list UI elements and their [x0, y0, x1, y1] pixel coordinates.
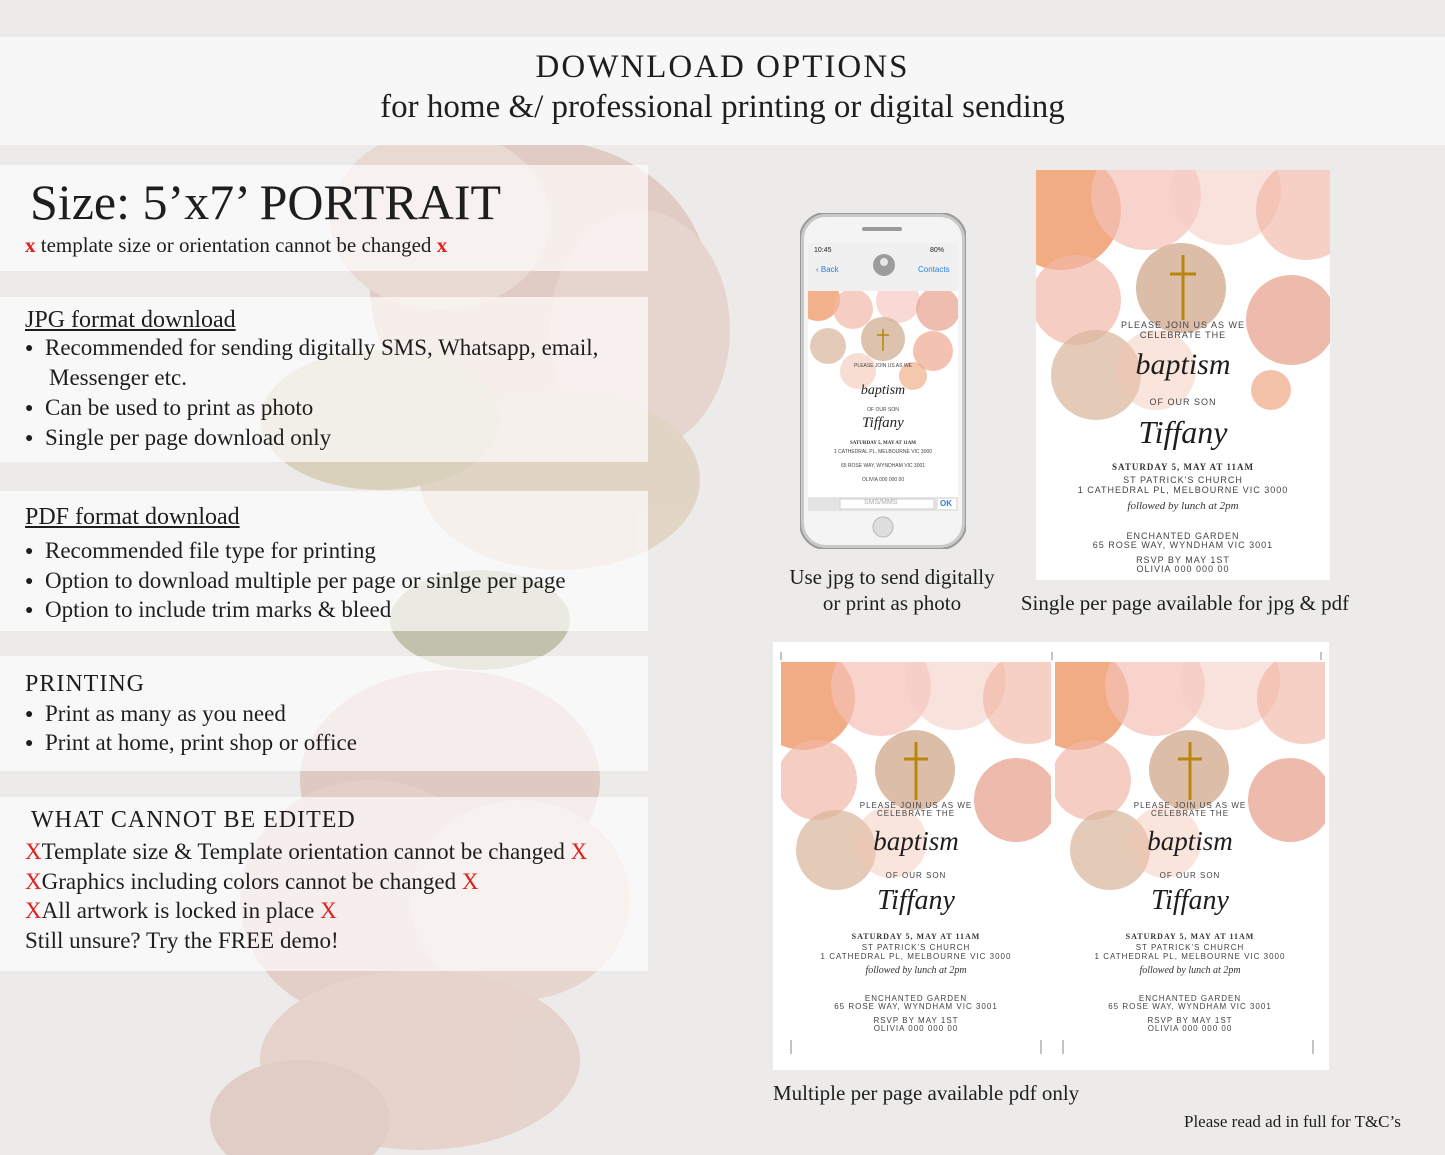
cannot-edit-item: XGraphics including colors cannot be changed X	[25, 869, 479, 894]
x-mark: x	[436, 233, 448, 257]
phone-caption-line1: Use jpg to send digitally	[789, 565, 995, 589]
phone-contacts-link[interactable]: Contacts	[918, 265, 950, 274]
jpg-panel	[0, 297, 648, 462]
size-note-text: template size or orientation cannot be changed	[35, 233, 437, 257]
multi-left-of-our: OF OUR SON	[885, 871, 947, 880]
single-invite-line1: PLEASE JOIN US AS WE	[1120, 320, 1246, 330]
printing-bullet: ● Print at home, print shop or office	[25, 730, 357, 755]
multi-left-date: SATURDAY 5, MAY AT 11AM	[851, 932, 981, 941]
multi-left-address2: 65 ROSE WAY, WYNDHAM VIC 3001	[834, 1002, 998, 1011]
x-mark: x	[25, 233, 36, 257]
multiple-invitation-sheet	[773, 642, 1329, 1070]
pdf-bullet: ● Option to include trim marks & bleed	[25, 597, 392, 622]
phone-time: 10:45	[814, 247, 832, 254]
jpg-title: JPG format download	[25, 307, 236, 333]
multi-right-event: baptism	[1147, 826, 1233, 856]
multi-right-of-our: OF OUR SON	[1159, 871, 1221, 880]
single-invite-venue2: ENCHANTED GARDEN	[1126, 531, 1240, 541]
multi-left-event: baptism	[873, 826, 959, 856]
phone-mockup	[800, 213, 966, 549]
size-note	[25, 233, 447, 258]
jpg-bullet: ● Can be used to print as photo	[25, 395, 314, 420]
multi-right-venue: ST PATRICK'S CHURCH	[1135, 943, 1245, 952]
header-subtitle: for home &/ professional printing or digital sending	[380, 89, 1065, 125]
multi-left-contact: OLIVIA 000 000 00	[873, 1024, 959, 1033]
single-invite-venue: ST PATRICK'S CHURCH	[1123, 475, 1243, 485]
size-panel	[0, 165, 648, 271]
cannot-edit-item: XTemplate size & Template orientation cannot be changed X	[25, 839, 588, 864]
phone-invite-address2: 65 ROSE WAY, WYNDHAM VIC 3001	[840, 463, 926, 469]
multi-left-line2: CELEBRATE THE	[876, 809, 956, 818]
pdf-panel	[0, 491, 648, 631]
phone-back-button[interactable]: ‹ Back	[816, 265, 839, 274]
multi-right-line1: PLEASE JOIN US AS WE	[1133, 801, 1247, 810]
single-invite-address2: 65 ROSE WAY, WYNDHAM VIC 3001	[1092, 540, 1274, 550]
printing-title: PRINTING	[25, 671, 145, 697]
phone-invite-date: SATURDAY 5, MAY AT 11AM	[849, 441, 917, 446]
multi-left-rsvp: RSVP BY MAY 1ST	[873, 1016, 959, 1025]
multi-left-venue2: ENCHANTED GARDEN	[864, 994, 968, 1003]
multi-right-venue2: ENCHANTED GARDEN	[1138, 994, 1242, 1003]
multi-right-line2: CELEBRATE THE	[1150, 809, 1230, 818]
single-invite-event: baptism	[1135, 348, 1231, 381]
multi-left-address: 1 CATHEDRAL PL, MELBOURNE VIC 3000	[820, 952, 1012, 961]
single-invite-followed: followed by lunch at 2pm	[1127, 500, 1239, 512]
header-banner	[0, 37, 1445, 145]
phone-invite-name: Tiffany	[862, 415, 904, 431]
single-invite-line2: CELEBRATE THE	[1139, 330, 1227, 340]
single-invite-name: Tiffany	[1138, 414, 1228, 450]
size-title: Size: 5’x7’ PORTRAIT	[30, 174, 502, 230]
cannot-edit-item: XAll artwork is locked in place X	[25, 898, 337, 923]
phone-caption-line2: or print as photo	[822, 591, 962, 615]
phone-invite-line1: PLEASE JOIN US AS WE	[854, 363, 912, 369]
single-invite-of-our: OF OUR SON	[1149, 397, 1217, 407]
footer-note: Please read ad in full for T&C’s	[1184, 1112, 1401, 1131]
cannot-edit-closing: Still unsure? Try the FREE demo!	[25, 928, 339, 953]
multi-right-date: SATURDAY 5, MAY AT 11AM	[1125, 932, 1255, 941]
phone-invite-contact: OLIVIA 000 000 00	[861, 477, 905, 483]
phone-invitation-preview	[808, 291, 958, 497]
multi-right-address: 1 CATHEDRAL PL, MELBOURNE VIC 3000	[1094, 952, 1286, 961]
multi-right-rsvp: RSVP BY MAY 1ST	[1147, 1016, 1233, 1025]
multi-right-followed: followed by lunch at 2pm	[1139, 965, 1241, 976]
pdf-title: PDF format download	[25, 504, 240, 530]
trim-marks	[773, 642, 1329, 1070]
printing-bullet: ● Print as many as you need	[25, 701, 286, 726]
single-invite-rsvp: RSVP BY MAY 1ST	[1136, 555, 1230, 565]
pdf-bullet: ● Option to download multiple per page or sinlge per page	[25, 568, 566, 593]
single-invitation-card	[1036, 170, 1330, 580]
jpg-bullet-continued: Messenger etc.	[49, 365, 187, 390]
header-title: DOWNLOAD OPTIONS	[535, 49, 910, 85]
phone-invite-of-our: OF OUR SON	[867, 407, 899, 413]
multiple-caption: Multiple per page available pdf only	[773, 1081, 1080, 1105]
jpg-bullet: ● Recommended for sending digitally SMS, Whatsapp, email,	[25, 335, 599, 360]
multi-left-name: Tiffany	[877, 885, 955, 916]
cannot-edit-title: WHAT CANNOT BE EDITED	[31, 807, 356, 833]
cannot-edit-panel	[0, 797, 648, 971]
multi-left-followed: followed by lunch at 2pm	[865, 965, 967, 976]
multi-left-line1: PLEASE JOIN US AS WE	[859, 801, 973, 810]
phone-invite-address: 1 CATHEDRAL PL, MELBOURNE VIC 3000	[833, 449, 933, 455]
pdf-bullet: ● Recommended file type for printing	[25, 538, 376, 563]
phone-invite-event: baptism	[860, 383, 906, 398]
printing-panel	[0, 656, 648, 771]
phone-compose-field[interactable]: SMS/MMS	[864, 499, 898, 506]
single-invite-address: 1 CATHEDRAL PL, MELBOURNE VIC 3000	[1077, 485, 1289, 495]
multi-right-contact: OLIVIA 000 000 00	[1147, 1024, 1233, 1033]
single-invite-contact: OLIVIA 000 000 00	[1136, 564, 1230, 574]
single-caption: Single per page available for jpg & pdf	[1020, 591, 1350, 615]
phone-ok-button[interactable]: OK	[940, 499, 952, 508]
jpg-bullet: ● Single per page download only	[25, 425, 332, 450]
multi-right-name: Tiffany	[1151, 885, 1229, 916]
phone-battery: 80%	[930, 247, 945, 254]
single-invite-date: SATURDAY 5, MAY AT 11AM	[1112, 462, 1254, 472]
multi-left-venue: ST PATRICK'S CHURCH	[861, 943, 971, 952]
multi-right-address2: 65 ROSE WAY, WYNDHAM VIC 3001	[1108, 1002, 1272, 1011]
